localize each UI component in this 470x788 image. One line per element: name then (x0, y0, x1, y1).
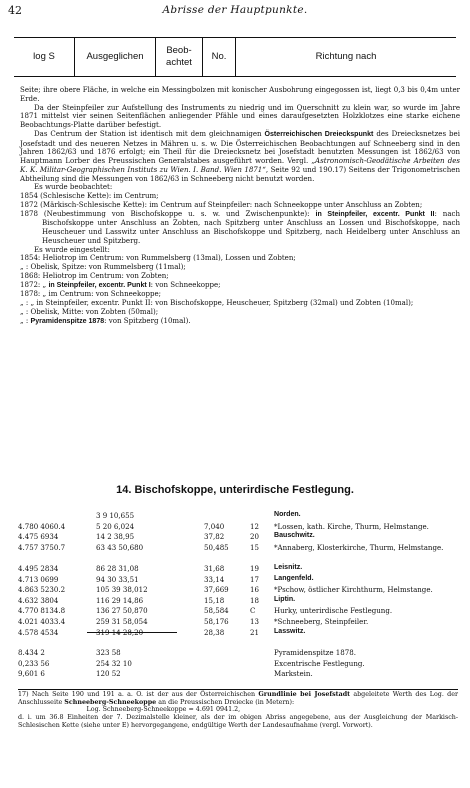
angle-cell: 86 28 31,08 (96, 563, 139, 573)
observed-cell: 50,485 (204, 542, 229, 552)
paragraph: „ : Pyramidenspitze 1878: von Spitzberg (10mal). (20, 315, 191, 325)
paragraph: „ : Obelisk, Spitze: von Rummelsberg (11mal); (20, 262, 186, 271)
table-row (18, 617, 460, 628)
observed-cell: 37,669 (204, 585, 229, 595)
observed-cell: 37,82 (204, 532, 225, 542)
direction-cell: Liptin. (274, 595, 296, 603)
number-cell: 12 (250, 521, 259, 531)
observed-cell: 28,38 (204, 627, 225, 637)
log-s-cell: 4.495 2834 (18, 563, 59, 573)
number-cell: 16 (250, 585, 259, 595)
paragraph: Es wurde beobachtet: (34, 182, 113, 192)
direction-cell: Hurky, unterirdische Festlegung. (274, 606, 393, 616)
observed-cell: 58,584 (204, 606, 229, 616)
number-cell: 19 (250, 563, 259, 573)
observed-cell: 15,18 (204, 595, 225, 605)
log-s-cell: 8.434 2 (18, 648, 45, 658)
angle-cell: 319 14 28,20 (96, 627, 144, 637)
table-row (18, 648, 460, 659)
table-rule (87, 632, 177, 633)
direction-cell: Norden. (274, 511, 301, 518)
paragraph: Seite; ihre obere Fläche, in welche ein Messingbolzen mit konischer Ausbohrung eingegossen ist, liegt 0,3 bis 0,4m unter Erde. (20, 85, 460, 103)
observed-cell: 31,68 (204, 563, 225, 573)
footnotes (18, 691, 458, 730)
header-ausgeglichen: Ausgeglichen (75, 38, 156, 76)
direction-cell: Markstein. (274, 669, 313, 679)
page-number: 42 (8, 4, 22, 17)
footnote: Log. Schneeberg-Schneekoppe = 4.691 0941.2, (18, 706, 241, 714)
table-row (18, 659, 460, 670)
log-s-cell: 4.578 4534 (18, 627, 59, 637)
angle-cell: 116 29 14,86 (96, 595, 144, 605)
log-s-cell: 4.770 8134.8 (18, 606, 66, 616)
angle-cell: 63 43 50,680 (96, 542, 144, 552)
paragraph: 1878: „ im Centrum: von Schneekoppe; (20, 289, 162, 299)
header-beob: Beob- (166, 45, 192, 56)
footnote-rule (18, 689, 458, 690)
log-s-cell: 4.757 3750.7 (18, 542, 66, 552)
direction-cell: *Lossen, kath. Kirche, Thurm, Helmstange. (274, 521, 429, 531)
direction-cell: Pyramidenspitze 1878. (274, 648, 356, 658)
header-beobachtet (156, 38, 203, 76)
log-s-cell: 4.780 4060.4 (18, 521, 66, 531)
header-achtet: achtet (166, 57, 192, 68)
angle-cell: 323 58 (96, 648, 121, 658)
paragraph: Das Centrum der Station ist identisch mit dem gleichnamigen Österreichischen Dreieckspunkt des Dreiecksnetzes bei Josefstadt und des neueren Netzes in Mähren u. s. w. Die Österreichischen Beobachtungen auf Schneeberg sind in den Jahren 1862/63 und 1876 erfolgt; ein Theil für die Dreiecksnetz bei Josefstadt benutzten Messungen ist 1862/63 von Hauptmann Lorber des Preussischen Generalstabes ausgeführt worden. Vergl. „Astronomisch-Geodätische Arbeiten des K. K. Militar-Geographischen Instituts zu Wien. I. Band. Wien 1871“, Seite 92 und 190.17) Seitens der Trigonometrischen Abtheilung sind die Messungen von 1862/63 in Schneeberg nicht benutzt worden. (20, 128, 460, 183)
direction-cell: *Pschow, östlicher Kirchthurm, Helmstange. (274, 585, 433, 595)
header-no: No. (203, 38, 236, 76)
footnote: 17) Nach Seite 190 und 191 a. a. O. ist der aus der Österreichischen Grundlinie bei Josefstadt abgeleitete Werth des Log. der Anschlusseite Schneeberg-Schneekoppe an die Preussischen Dreiecke (in Metern): (18, 691, 458, 706)
paragraph: 1878 (Neubestimmung von Bischofskoppe u. s. w. und Zwischenpunkte): in Steinpfeiler, excentr. Punkt II: nach Bischofskoppe unter Anschluss an Zobten, nach Spitzberg unter Anschluss an Lossen und Bischofskoppe, nach Heuscheuer und Lasswitz unter Anschluss an Bischofskoppe und Spitzberg, nach Heidelberg unter Anschluss an Heuscheuer und Spitzberg. (20, 208, 461, 245)
table-row (18, 596, 460, 607)
angle-cell: 5 20 6,024 (96, 521, 135, 531)
direction-cell: Lasswitz. (274, 627, 306, 635)
direction-table (18, 511, 460, 680)
table-row (18, 575, 460, 586)
header-log-s: log S (14, 38, 75, 76)
number-cell: 15 (250, 542, 259, 552)
paragraph: 1872 (Märkisch-Schlesische Kette): im Centrum auf Steinpfeiler: nach Schneekoppe unter Anschluss an Zobten; (20, 199, 423, 209)
observed-cell: 58,176 (204, 616, 229, 626)
observed-cell: 7,040 (204, 521, 225, 531)
table-row (18, 511, 460, 522)
number-cell: 18 (250, 595, 259, 605)
direction-cell: Excentrische Festlegung. (274, 658, 365, 668)
direction-cell: *Schneeberg, Steinpfeiler. (274, 616, 369, 626)
paragraph: „ : Obelisk, Mitte: von Zobten (50mal); (20, 306, 159, 316)
running-head (8, 4, 462, 18)
observed-cell: 33,14 (204, 574, 225, 584)
table-row (18, 585, 460, 596)
direction-cell: Leisnitz. (274, 563, 303, 571)
log-s-cell: 4.021 4033.4 (18, 616, 66, 626)
angle-cell: 3 9 10,655 (96, 511, 135, 520)
log-s-cell: 4.863 5230.2 (18, 585, 66, 595)
angle-cell: 136 27 50,870 (96, 606, 148, 616)
section-heading: 14. Bischofskoppe, unterirdische Festlegung. (116, 484, 354, 496)
table-row (18, 553, 460, 564)
table-header (14, 37, 456, 77)
paragraph: 1872: „ in Steinpfeiler, excentr. Punkt I: von Schneekoppe; (20, 279, 221, 289)
log-s-cell: 4.632 3804 (18, 595, 59, 605)
number-cell: 20 (250, 532, 259, 542)
log-s-cell: 4.475 6934 (18, 532, 59, 542)
log-s-cell: 9,601 6 (18, 669, 45, 679)
table-row (18, 564, 460, 575)
angle-cell: 259 31 58,054 (96, 616, 148, 626)
table-row (18, 606, 460, 617)
header-richtung: Richtung nach (315, 51, 377, 62)
table-row (18, 522, 460, 533)
angle-cell: 254 32 10 (96, 658, 132, 668)
log-s-cell: 0,233 56 (18, 658, 50, 668)
direction-cell: *Annaberg, Klosterkirche, Thurm, Helmstange. (274, 542, 444, 552)
body-text (20, 86, 460, 326)
number-cell: C (250, 606, 256, 616)
angle-cell: 94 30 33,51 (96, 574, 139, 584)
paragraph: 1854: Heliotrop im Centrum: von Rummelsberg (13mal), Lossen und Zobten; (20, 253, 296, 263)
paragraph: 1868: Heliotrop im Centrum: von Zobten; (20, 270, 169, 280)
angle-cell: 105 39 38,012 (96, 585, 148, 595)
number-cell: 13 (250, 616, 259, 626)
log-s-cell: 4.713 0699 (18, 574, 59, 584)
direction-cell: Bauschwitz. (274, 532, 315, 540)
direction-cell: Langenfeld. (274, 574, 314, 582)
number-cell: 21 (250, 627, 259, 637)
table-row (18, 669, 460, 680)
paragraph: 1854 (Schlesische Kette): im Centrum; (20, 191, 159, 200)
running-title: Abrisse der Hauptpunkte. (162, 4, 308, 16)
table-row (18, 543, 460, 554)
angle-cell: 14 2 38,95 (96, 532, 135, 542)
table-row (18, 628, 460, 639)
table-row (18, 532, 460, 543)
number-cell: 17 (250, 574, 259, 584)
footnote: d. i. um 36.8 Einheiten der 7. Dezimalstelle kleiner, als der im obigen Abriss angegebene, aus der Ausgleichung der Markisch-Schlesischen Kette (siehe unter E) hervorgegangene, endgültige Werth der Landesaufnahme (vergl. Vorwort). (18, 714, 458, 729)
paragraph: „ : „ in Steinpfeiler, excentr. Punkt II: von Bischofskoppe, Heuscheuer, Spitzberg (32mal) und Zobten (10mal); (20, 298, 414, 307)
paragraph: Da der Steinpfeiler zur Aufstellung des Instruments zu niedrig und im Querschnitt zu klein war, so wurde im Jahre 1871 mittelst vier seinen Seitenflächen anliegender Pfähle und eines daraufgesetzten Holzklotzes eine starke eichene Beobachtungs-Platte darüber befestigt. (20, 102, 460, 129)
paragraph: Es wurde eingestellt: (34, 244, 110, 254)
table-gap (18, 638, 460, 648)
angle-cell: 120 52 (96, 669, 121, 679)
